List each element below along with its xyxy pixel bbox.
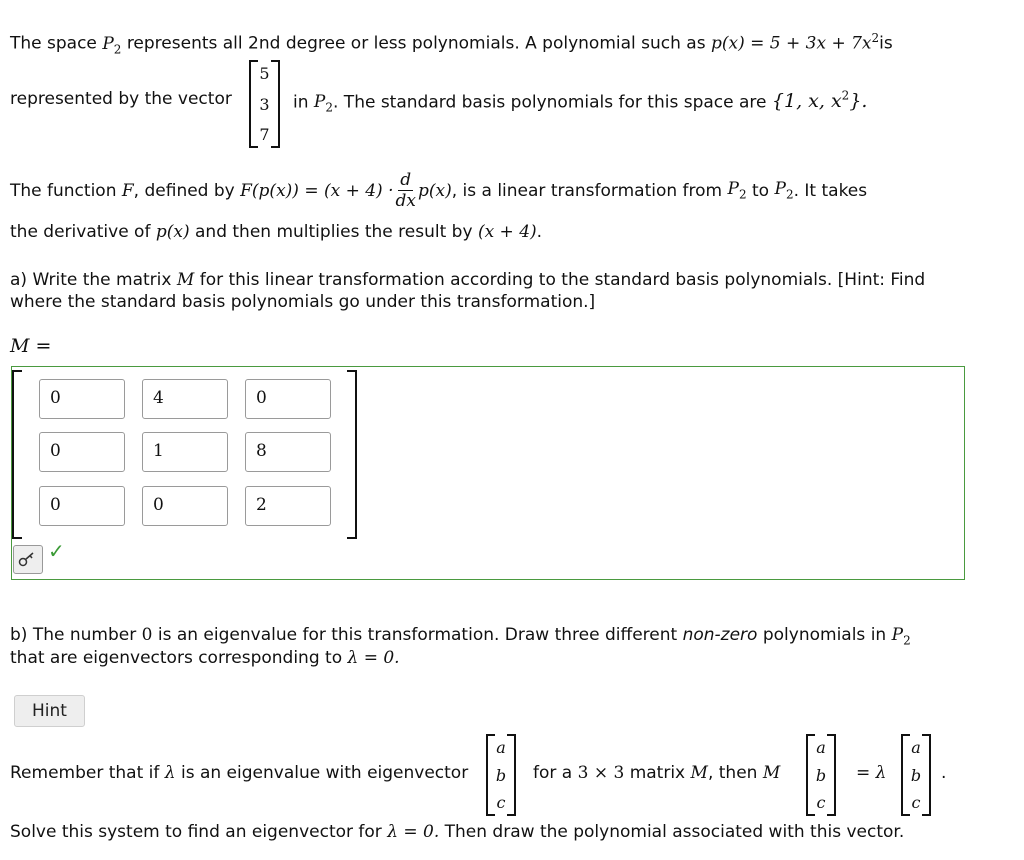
lambda-equals: = λ xyxy=(856,763,887,783)
key-icon xyxy=(18,552,38,568)
hint-button[interactable]: Hint xyxy=(14,695,85,727)
example-vector: 5 3 7 xyxy=(249,60,280,148)
matrix-cell-r1c2[interactable]: 4 xyxy=(142,379,228,419)
matrix-left-bracket xyxy=(12,370,22,539)
matrix-right-bracket xyxy=(347,370,357,539)
function-definition-line-2: the derivative of p(x) and then multiplies the result by (x + 4). xyxy=(10,222,543,242)
part-a-question: a) Write the matrix M for this linear transformation according to the standard basis polynomials. [Hint: Find xyxy=(10,270,926,290)
hint-line-2: Solve this system to find an eigenvector for λ = 0. Then draw the polynomial associated with this vector. xyxy=(10,822,905,842)
eigenvector-abc-2: a b c xyxy=(806,734,836,816)
intro-line-2b: in $P_2$. The standard basis polynomials for this space are {1, x, $x^2$}. xyxy=(293,89,868,115)
matrix-cell-r3c2[interactable]: 0 xyxy=(142,486,228,526)
matrix-cell-r3c1[interactable]: 0 xyxy=(39,486,125,526)
function-definition: The function F , defined by F(p(x)) = (x + 4) · $\frac{d}{dx}$ p(x) , is a linear transformation from $P_2$ to $P_2$ . It takes xyxy=(10,170,868,211)
matrix-cell-r2c1[interactable]: 0 xyxy=(39,432,125,472)
eigenvector-abc: a b c xyxy=(486,734,516,816)
matrix-label: M = xyxy=(10,335,52,357)
part-b-question-line-2: that are eigenvectors corresponding to λ = 0. xyxy=(10,648,400,668)
derivative-fraction: $\frac{d}{dx}$ xyxy=(395,170,416,211)
matrix-cell-r2c2[interactable]: 1 xyxy=(142,432,228,472)
eigenvector-abc-3: a b c xyxy=(901,734,931,816)
matrix-cell-r1c1[interactable]: 0 xyxy=(39,379,125,419)
hint-line-1a: Remember that if λ is an eigenvalue with eigenvector xyxy=(10,763,469,783)
matrix-cell-r1c3[interactable]: 0 xyxy=(245,379,331,419)
correct-check-icon: ✓ xyxy=(48,539,65,563)
part-a-question-line-2: where the standard basis polynomials go under this transformation.] xyxy=(10,292,596,312)
matrix-cell-r2c3[interactable]: 8 xyxy=(245,432,331,472)
hint-period: . xyxy=(941,763,947,783)
matrix-cell-r3c3[interactable]: 2 xyxy=(245,486,331,526)
part-b-question: b) The number 0 is an eigenvalue for this transformation. Draw three different non-zero polynomials in $P_2$ xyxy=(10,625,911,648)
key-icon-button[interactable] xyxy=(13,545,43,574)
intro-line-1: The space $P_2$ represents all 2nd degree or less polynomials. A polynomial such as $p(x) = 5 + 3x + 7x^2is$ xyxy=(10,31,893,57)
math-P2: $P_2$ xyxy=(102,33,122,57)
hint-line-1b: for a 3 × 3 matrix M, then M xyxy=(533,763,781,783)
intro-line-2: represented by the vector xyxy=(10,89,232,109)
